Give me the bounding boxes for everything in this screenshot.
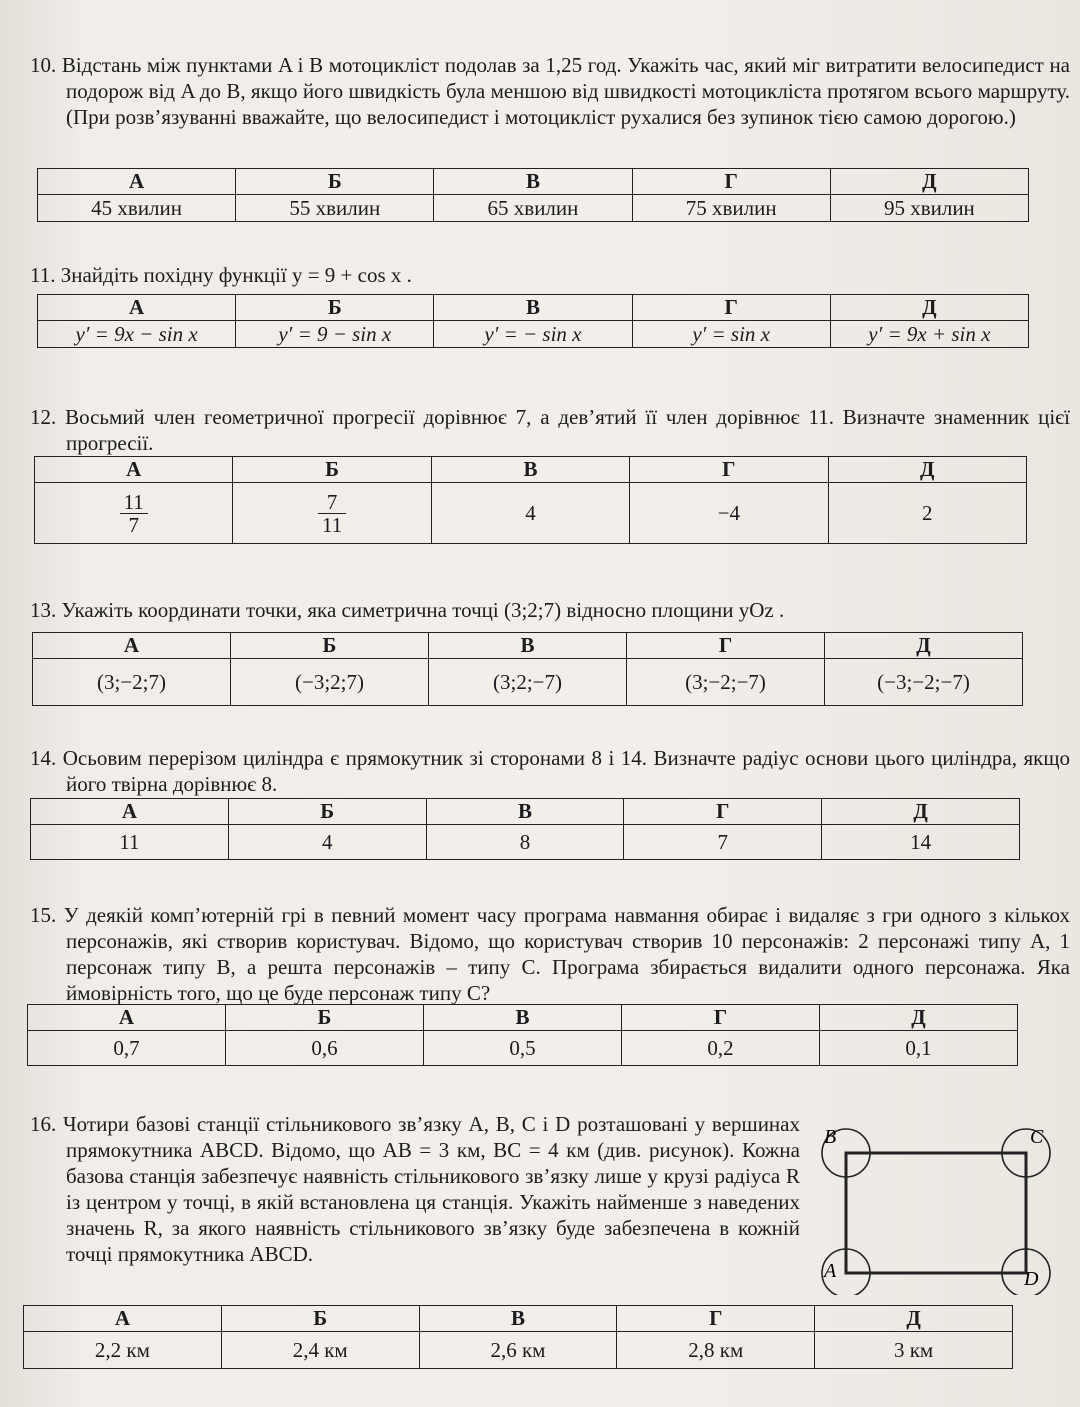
question-16 [30, 1111, 800, 1267]
answer-option[interactable]: (3;−2;7) [33, 659, 231, 706]
option-header: Д [822, 799, 1020, 825]
answer-option[interactable]: 45 хвилин [38, 195, 236, 222]
option-header: Б [231, 633, 429, 659]
option-header: А [31, 799, 229, 825]
answer-option[interactable]: 2,8 км [617, 1332, 815, 1369]
fraction [318, 491, 346, 536]
option-header: Г [624, 799, 822, 825]
option-header: Д [828, 457, 1026, 483]
answer-option[interactable]: y′ = − sin x [434, 321, 632, 348]
fraction [120, 491, 148, 536]
option-header: А [38, 295, 236, 321]
answer-table-13 [32, 632, 1023, 706]
answer-option[interactable]: 65 хвилин [434, 195, 632, 222]
answer-option[interactable]: 7 [624, 825, 822, 860]
question-15 [30, 902, 1070, 1006]
option-header: Г [630, 457, 828, 483]
question-text: 13. Укажіть координати точки, яка симетрична точці (3;2;7) відносно площини yOz . [30, 598, 785, 622]
option-header: В [419, 1306, 617, 1332]
vertex-label-d: D [1024, 1268, 1039, 1290]
option-header: В [429, 633, 627, 659]
option-header: Д [825, 633, 1023, 659]
option-header: Г [622, 1005, 820, 1031]
numerator: 7 [318, 491, 346, 514]
denominator: 11 [321, 512, 343, 537]
answer-option[interactable]: y′ = 9x + sin x [830, 321, 1028, 348]
answer-option[interactable]: y′ = 9x − sin x [38, 321, 236, 348]
option-header: Г [617, 1306, 815, 1332]
rectangle-abcd [846, 1153, 1026, 1273]
answer-option[interactable]: 2 [828, 483, 1026, 544]
answer-option[interactable]: 0,7 [28, 1031, 226, 1066]
question-text: 11. Знайдіть похідну функції y = 9 + cos x . [30, 263, 412, 287]
rectangle-stations-figure [818, 1125, 1054, 1295]
option-header: Д [830, 295, 1028, 321]
option-header: А [33, 633, 231, 659]
option-header: А [28, 1005, 226, 1031]
answer-table-11 [37, 294, 1029, 348]
question-10 [30, 52, 1070, 130]
vertex-label-b: B [824, 1126, 837, 1148]
answer-option[interactable]: −4 [630, 483, 828, 544]
option-header: Г [632, 295, 830, 321]
option-header: В [426, 799, 624, 825]
denominator: 7 [128, 512, 139, 537]
answer-table-15 [27, 1004, 1018, 1066]
option-header: Б [221, 1306, 419, 1332]
vertex-label-a: A [824, 1260, 837, 1282]
option-header: А [24, 1306, 222, 1332]
answer-option[interactable]: y′ = 9 − sin x [236, 321, 434, 348]
option-header: Б [236, 295, 434, 321]
question-text: 10. Відстань між пунктами A і B мотоцикліст подолав за 1,25 год. Укажіть час, який міг витратити велосипедист на подорож від A до B, якщо його швидкість була меншою від швидкості мотоцикліста протягом всього маршруту. (При розв’язуванні вважайте, що велосипедист і мотоцикліст рухалися без зупинок тією самою дорогою.) [30, 53, 1070, 129]
answer-option[interactable]: (−3;2;7) [231, 659, 429, 706]
answer-option[interactable]: 11 [31, 825, 229, 860]
question-12 [30, 404, 1070, 456]
option-header: Б [236, 169, 434, 195]
answer-table-14 [30, 798, 1020, 860]
answer-option[interactable]: 3 км [815, 1332, 1013, 1369]
answer-option[interactable]: 4 [228, 825, 426, 860]
answer-option[interactable]: 14 [822, 825, 1020, 860]
answer-table-10 [37, 168, 1029, 222]
answer-option[interactable]: 95 хвилин [830, 195, 1028, 222]
option-header: В [431, 457, 629, 483]
answer-option[interactable]: y′ = sin x [632, 321, 830, 348]
question-11 [30, 262, 1070, 288]
answer-table-12 [34, 456, 1027, 544]
answer-option[interactable] [233, 483, 431, 544]
question-text: 12. Восьмий член геометричної прогресії дорівнює 7, а дев’ятий її член дорівнює 11. Визначте знаменник цієї прогресії. [30, 405, 1070, 455]
answer-option[interactable]: 2,6 км [419, 1332, 617, 1369]
option-header: Б [226, 1005, 424, 1031]
answer-option[interactable]: (3;−2;−7) [627, 659, 825, 706]
answer-option[interactable]: 4 [431, 483, 629, 544]
answer-option[interactable]: (3;2;−7) [429, 659, 627, 706]
answer-option[interactable]: 2,4 км [221, 1332, 419, 1369]
question-text: 15. У деякій комп’ютерній грі в певний момент часу програма навмання обирає і видаляє з гри одного з кількох персонажів, які створив користувач. Відомо, що користувач створив 10 персонажів: 2 персонажі типу А, 1 персонаж типу В, а решта персонажів – типу С. Програма збирається видалити одного персонажа. Яка ймовірність того, що це буде персонаж типу С? [30, 903, 1070, 1005]
question-text: 14. Осьовим перерізом циліндра є прямокутник зі сторонами 8 і 14. Визначте радіус основи цього циліндра, якщо його твірна дорівнює 8. [30, 746, 1070, 796]
option-header: Д [815, 1306, 1013, 1332]
answer-option[interactable]: 75 хвилин [632, 195, 830, 222]
question-13 [30, 597, 1070, 623]
answer-option[interactable]: 0,2 [622, 1031, 820, 1066]
vertex-label-c: C [1030, 1126, 1044, 1148]
answer-option[interactable]: 0,6 [226, 1031, 424, 1066]
option-header: А [38, 169, 236, 195]
option-header: Д [820, 1005, 1018, 1031]
option-header: Г [632, 169, 830, 195]
answer-table-16 [23, 1305, 1013, 1369]
option-header: В [434, 169, 632, 195]
option-header: Б [228, 799, 426, 825]
option-header: А [35, 457, 233, 483]
option-header: В [424, 1005, 622, 1031]
option-header: В [434, 295, 632, 321]
answer-option[interactable] [35, 483, 233, 544]
numerator: 11 [120, 491, 148, 514]
option-header: Д [830, 169, 1028, 195]
answer-option[interactable]: 0,5 [424, 1031, 622, 1066]
option-header: Б [233, 457, 431, 483]
answer-option[interactable]: 2,2 км [24, 1332, 222, 1369]
answer-option[interactable]: 8 [426, 825, 624, 860]
answer-option[interactable]: 55 хвилин [236, 195, 434, 222]
answer-option[interactable]: 0,1 [820, 1031, 1018, 1066]
question-text: 16. Чотири базові станції стільникового зв’язку A, B, C і D розташовані у вершинах прямокутника ABCD. Відомо, що AB = 3 км, BC = 4 км (див. рисунок). Кожна базова станція забезпечує наявність стільникового зв’язку лише у крузі радіуса R із центром у точці, в якій встановлена ця станція. Укажіть найменше з наведених значень R, за якого наявність стільникового зв’язку буде забезпечена в кожній точці прямокутника ABCD. [30, 1112, 800, 1266]
answer-option[interactable]: (−3;−2;−7) [825, 659, 1023, 706]
question-14 [30, 745, 1070, 797]
option-header: Г [627, 633, 825, 659]
